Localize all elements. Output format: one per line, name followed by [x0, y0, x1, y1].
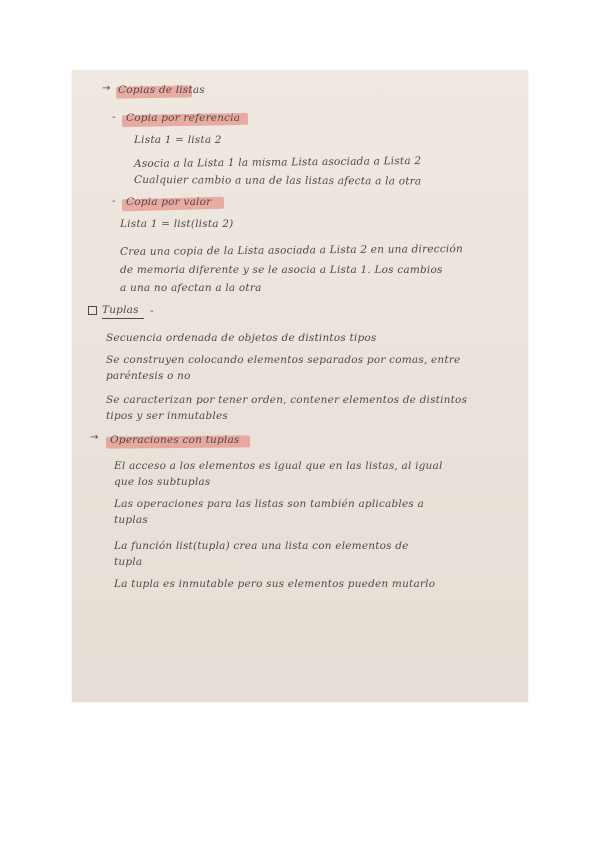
dash-icon: - [112, 196, 116, 207]
text-line: Lista 1 = lista 2 [134, 134, 222, 146]
text-line: Cualquier cambio a una de las listas afecta a la otra [133, 174, 422, 188]
heading-operaciones: Operaciones con tuplas [110, 434, 240, 446]
text-line: paréntesis o no [106, 370, 191, 382]
dash-icon: - [112, 112, 116, 123]
text-line: El acceso a los elementos es igual que en las listas, al igual [114, 460, 443, 472]
text-line: Las operaciones para las listas son también aplicables a [114, 498, 424, 510]
text-line: Se caracterizan por tener orden, contener elementos de distintos [106, 394, 468, 406]
underline [102, 318, 144, 319]
heading-copia-referencia: Copia por referencia [126, 112, 241, 124]
heading-copia-valor: Copia por valor [126, 196, 212, 208]
dash-icon: - [150, 306, 154, 317]
heading-tuplas: Tuplas [102, 304, 139, 316]
text-line: a una no afectan a la otra [120, 282, 262, 294]
text-line: Crea una copia de la Lista asociada a Lista 2 en una dirección [119, 243, 463, 258]
text-line: tuplas [114, 514, 148, 526]
text-line: La función list(tupla) crea una lista con elementos de [114, 540, 409, 552]
text-line: Lista 1 = list(lista 2) [120, 218, 234, 230]
text-line: tipos y ser inmutables [106, 410, 228, 422]
arrow-icon: → [90, 432, 99, 443]
text-line: Se construyen colocando elementos separados por comas, entre [106, 354, 461, 366]
text-line: Asocia a la Lista 1 la misma Lista asociada a Lista 2 [133, 154, 422, 170]
arrow-icon: → [102, 83, 111, 94]
text-line: La tupla es inmutable pero sus elementos pueden mutarlo [114, 578, 436, 590]
checkbox-bullet-icon [88, 306, 97, 315]
text-line: de memoria diferente y se le asocia a Lista 1. Los cambios [120, 264, 443, 276]
text-line: tupla [114, 556, 143, 568]
heading-copias-listas: Copias de listas [118, 84, 205, 96]
notebook-page [72, 70, 528, 702]
text-line: Secuencia ordenada de objetos de distintos tipos [106, 332, 377, 344]
text-line: que los subtuplas [114, 476, 211, 488]
